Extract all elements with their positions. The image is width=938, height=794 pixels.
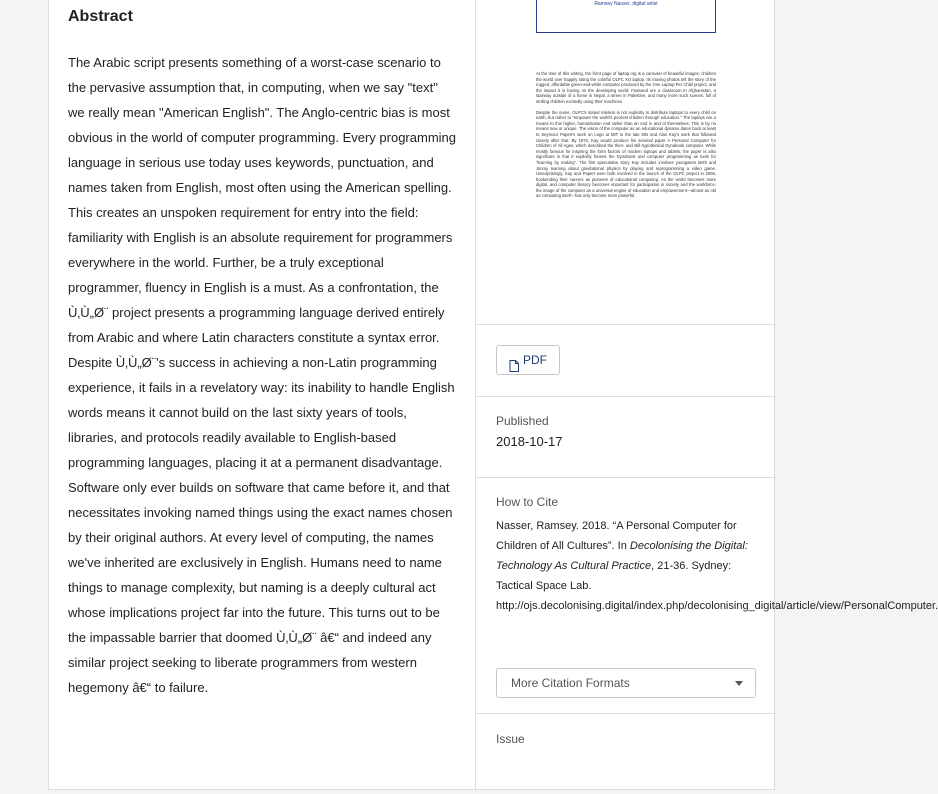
citation-prefix: Nasser, Ramsey. 2018. “A Personal Computer for Children of All Cultures”. In [496, 520, 737, 552]
published-date: 2018-10-17 [496, 434, 563, 449]
cover-body-text [536, 71, 716, 204]
pdf-download-button[interactable] [496, 345, 560, 375]
cover-title-frame [536, 0, 716, 33]
cover-image[interactable] [476, 0, 776, 325]
pdf-label: PDF [523, 353, 547, 367]
cover-paragraph: At the time of this writing, the front page of laptop.org is a carousel of beautiful images: children the world over happily toting the colorful OLPC XO laptop. Its moving photos tell the story of the rugged, affordable green-and-white computer produced by the One Laptop Per Child project, and the impact it is having on the developing world. Featured are a classroom in Afghanistan, a stairway outside of a home in Nepal, a street in Palestine, and many more such scenes, full of smiling children excitedly using their machines. [536, 71, 716, 104]
galley-section [476, 325, 776, 397]
abstract-text: The Arabic script presents something of a worst-case scenario to the pervasive assumption that, in computing, when we say "text" we really mean "American English". The Anglo-centric bias is most obvious in the world of computer programming. Every programming language in serious use today uses keywords, punctuation, and names taken from English, most often using the American spelling. This creates an unspoken requirement for entry into the field: familiarity with English is an absolute requirement for programmers everywhere in the world. Further, be a truly exceptional programmer, fluency in English is a must. As a confrontation, the Ù‚Ù„Ø¨ project presents a programming language derived entirely from Arabic and where Latin characters constitute a syntax error. Despite Ù‚Ù„Ø¨'s success in achieving a non-Latin programming experience, it fails in a revelatory way: its inability to handle English words means it cannot build on the last sixty years of tools, libraries, and protocols readily available to English-based programming languages, placing it at a permanent disadvantage. Software only ever builds on software that came before it, and that necessitates invoking named things using the exact names chosen by their original authors. At every level of computing, the names we've inherited are exclusively in English. Humans need to name things to manage complexity, but naming is a deeply cultural act whose implications project far into the future. This turns out to be the impassable barrier that doomed Ù‚Ù„Ø¨ â€“ and indeed any similar project seeking to liberate programmers from western hegemony â€“ to failure. [68, 55, 457, 695]
citation-suffix: , 21-36. Sydney: Tactical Space Lab. http://ojs.decolonising.digital/index.php/decolonising_digital/article/view/PersonalComputer. [496, 560, 938, 612]
article-sidebar [476, 0, 938, 789]
abstract-heading: Abstract [68, 8, 133, 25]
cover-author-line: Ramsey Nasser, digital artist [594, 1, 658, 7]
citation-text [496, 516, 938, 616]
cover-paragraph: Despite the name, OLPC's stated mission is not explicitly to distribute laptops to every child on earth, but rather to "empower the world's poorest children through education." The laptops are a means to this higher, humanitarian end rather than an end in and of themselves. This is by no means new or unique. The vision of the computer as an educational dynamo dates back at least to Seymour Papert's work on Logo at MIT in the late 60s and Alan Kay's work that followed closely after that. By 1972, Kay would produce his seminal paper A Personal Computer for Children of All Ages, which described the then- and still-hypothetical Dynabook computer. While mostly famous for inspiring the form factors of modern laptops and tablets, the paper is also significant in that it explicitly frames the Dynabook and computer programming as tools for "learning by making". The first speculative story Kay includes involves youngsters Beth and Jimmy learning about gravitational physics by playing and reprogramming a video game. Unsurprisingly, Kay and Papert were both involved in the launch of the OLPC project in 2005, bookending their careers as pioneers of educational computing. As the world becomes more digital, and computer literacy becomes important for participation in society and the workforce, the image of the computer as a universal engine of education and empowerment—almost as old as computing itself—has only become more powerful. [536, 109, 716, 199]
more-citation-formats-dropdown[interactable] [496, 668, 756, 698]
citation-book-title: Decolonising the Digital: Technology As Cultural Practice [496, 540, 748, 572]
how-to-cite-section [476, 478, 938, 714]
article-main [49, 0, 476, 789]
more-citation-formats-label: More Citation Formats [511, 676, 630, 690]
issue-label: Issue [496, 732, 525, 746]
caret-down-icon [735, 681, 743, 686]
article-card [48, 0, 938, 790]
file-pdf-icon [509, 354, 519, 366]
published-label: Published [496, 414, 549, 428]
how-to-cite-label: How to Cite [496, 495, 559, 509]
issue-section [476, 714, 776, 794]
published-section [476, 397, 776, 478]
